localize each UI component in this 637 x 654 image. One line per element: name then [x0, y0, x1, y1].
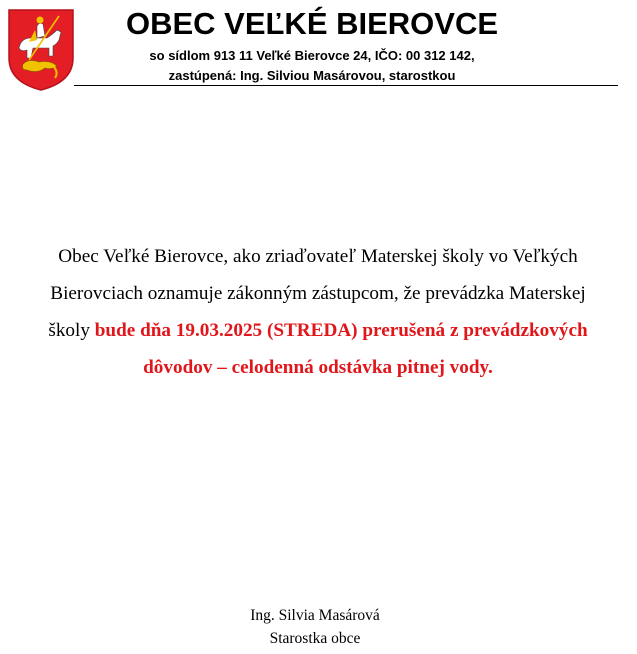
coat-of-arms-icon [7, 8, 75, 92]
signatory-name: Ing. Silvia Masárová [250, 607, 380, 624]
notice-line [12, 312, 624, 349]
notice-text: školy [48, 320, 95, 341]
represented-by-line: zastúpená: Ing. Silviou Masárovou, starostkou [168, 68, 456, 83]
notice-line: Bierovciach oznamuje zákonným zástupcom, že prevádzka Materskej [50, 283, 586, 304]
notice-highlight: dôvodov – celodenná odstávka pitnej vody. [143, 357, 493, 378]
notice-line [12, 349, 624, 386]
notice-line: Obec Veľké Bierovce, ako zriaďovateľ Materskej školy vo Veľkých [58, 246, 578, 267]
signature-block [180, 604, 450, 650]
notice-body [12, 238, 624, 386]
header-divider [74, 85, 618, 86]
signatory-role: Starostka obce [269, 630, 361, 647]
notice-highlight: bude dňa 19.03.2025 (STREDA) prerušená z prevádzkových [94, 320, 588, 341]
municipality-title: OBEC VEĽKÉ BIEROVCE [125, 6, 499, 41]
address-line: so sídlom 913 11 Veľké Bierovce 24, IČO: 00 312 142, [149, 48, 475, 63]
